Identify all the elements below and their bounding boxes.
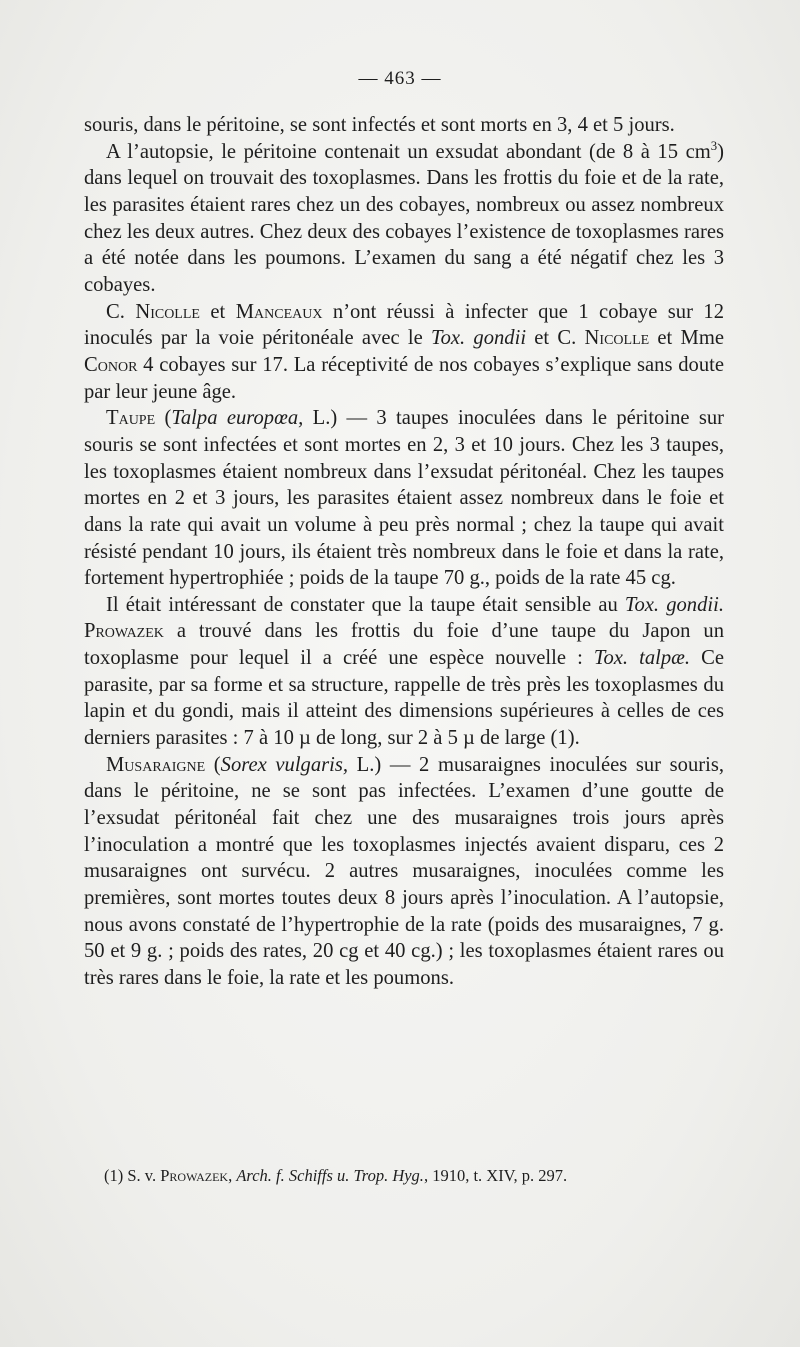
- text-span: souris, dans le péritoine, se sont infectés et sont morts en 3, 4 et 5 jours.: [84, 114, 675, 136]
- text-span: C.: [106, 300, 136, 323]
- italic-text: Sorex vulgaris,: [220, 753, 349, 776]
- text-span: 3: [710, 138, 718, 153]
- small-caps-name: Nicolle: [135, 300, 200, 323]
- page-number: — 463 —: [358, 68, 442, 89]
- italic-text: Tox. talpæ.: [593, 647, 691, 670]
- text-span: (: [205, 753, 221, 776]
- small-caps-name: Prowazek: [160, 1166, 229, 1185]
- paragraph: [84, 405, 724, 592]
- body-text: [84, 112, 724, 992]
- small-caps-name: Nicolle: [584, 327, 650, 350]
- paragraph: [84, 139, 724, 299]
- italic-text: Tox. gondii: [431, 327, 527, 350]
- text-span: ) dans lequel on trouvait des toxoplasmes. Dans les frottis du foie et de la rate, les parasites étaient rares chez un des cobayes, nombreux ou assez nombreux chez les deux autres. Chez deux des cobayes l’existence de toxoplasmes rares a été notée dans les poumons. L’examen du sang a été négatif chez les 3 cobayes.: [84, 140, 724, 296]
- text-span: (1) S. v.: [104, 1166, 161, 1185]
- paragraph: [84, 592, 724, 752]
- text-span: A l’autopsie, le péritoine contenait un exsudat abondant (de 8 à 15 cm: [106, 140, 711, 163]
- text-span: 4 cobayes sur 17. La réceptivité de nos cobayes s’explique sans doute par leur jeune âge.: [84, 353, 724, 403]
- text-span: et Mme: [649, 327, 724, 350]
- italic-text: Tox. gondii.: [624, 593, 724, 616]
- text-span: L.) — 2 musaraignes inoculées sur souris, dans le péritoine, ne se sont pas infectées. L’examen d’une goutte de l’exsudat péritonéal fait chez une des musaraignes trois jours après l’inoculation a montré que les toxoplasmes injectés avaient disparu, ces 2 musaraignes ont survécu. 2 autres musaraignes, inoculées comme les premières, sont mortes toutes deux 8 jours après l’inoculation. A l’autopsie, nous avons constaté de l’hypertrophie de la rate (poids des musaraignes, 7 g. 50 et 9 g. ; poids des rates, 20 cg et 40 cg.) ; les toxoplasmes étaient rares ou très rares dans le foie, la rate et les poumons.: [84, 753, 724, 989]
- text-span: Ce parasite, par sa forme et sa structure, rappelle de très près les toxoplasmes du lapin et du gondi, mais il atteint des dimensions supérieures à celles de ces derniers parasites : 7 à 10 µ de long, sur 2 à 5 µ de large (1).: [84, 647, 725, 750]
- paragraph: [84, 752, 724, 992]
- text-span: , 1910, t. XIV, p. 297.: [423, 1166, 568, 1185]
- italic-text: Talpa europœa,: [171, 407, 304, 430]
- small-caps-name: Conor: [84, 353, 138, 376]
- small-caps-name: Prowazek: [84, 620, 164, 643]
- paragraph: [84, 299, 724, 406]
- text-span: Il était intéressant de constater que la taupe était sensible au: [106, 593, 625, 616]
- small-caps-name: Manceaux: [235, 300, 323, 323]
- text-span: ,: [228, 1166, 237, 1185]
- footnote: [104, 1165, 734, 1187]
- text-span: n’ont réussi à infecter que 1 cobaye sur 12 inoculés par la voie péritonéale avec le: [84, 300, 724, 350]
- text-span: et: [199, 300, 236, 323]
- text-span: (: [155, 407, 172, 430]
- text-span: et C.: [526, 327, 585, 350]
- text-span: a trouvé dans les frottis du foie d’une taupe du Japon un toxoplasme pour lequel il a créé une espèce nouvelle :: [84, 620, 724, 670]
- text-span: L.) — 3 taupes inoculées dans le péritoine sur souris se sont infectées et sont mortes en 2, 3 et 10 jours. Chez les 3 taupes, les toxoplasmes étaient nombreux dans l’exsudat péritonéal. Chez les taupes mortes en 2 et 3 jours, les parasites étaient assez nombreux dans le foie et dans la rate qui avait un volume à peu près normal ; chez la taupe qui avait résisté pendant 10 jours, ils étaient très nombreux dans le foie et dans la rate, fortement hypertrophiée ; poids de la taupe 70 g., poids de la rate 45 cg.: [84, 407, 724, 590]
- italic-text: Arch. f. Schiffs u. Trop. Hyg.: [236, 1166, 424, 1185]
- small-caps-name: Taupe: [106, 407, 156, 430]
- small-caps-name: Musaraigne: [106, 753, 206, 776]
- paragraph: [84, 112, 724, 139]
